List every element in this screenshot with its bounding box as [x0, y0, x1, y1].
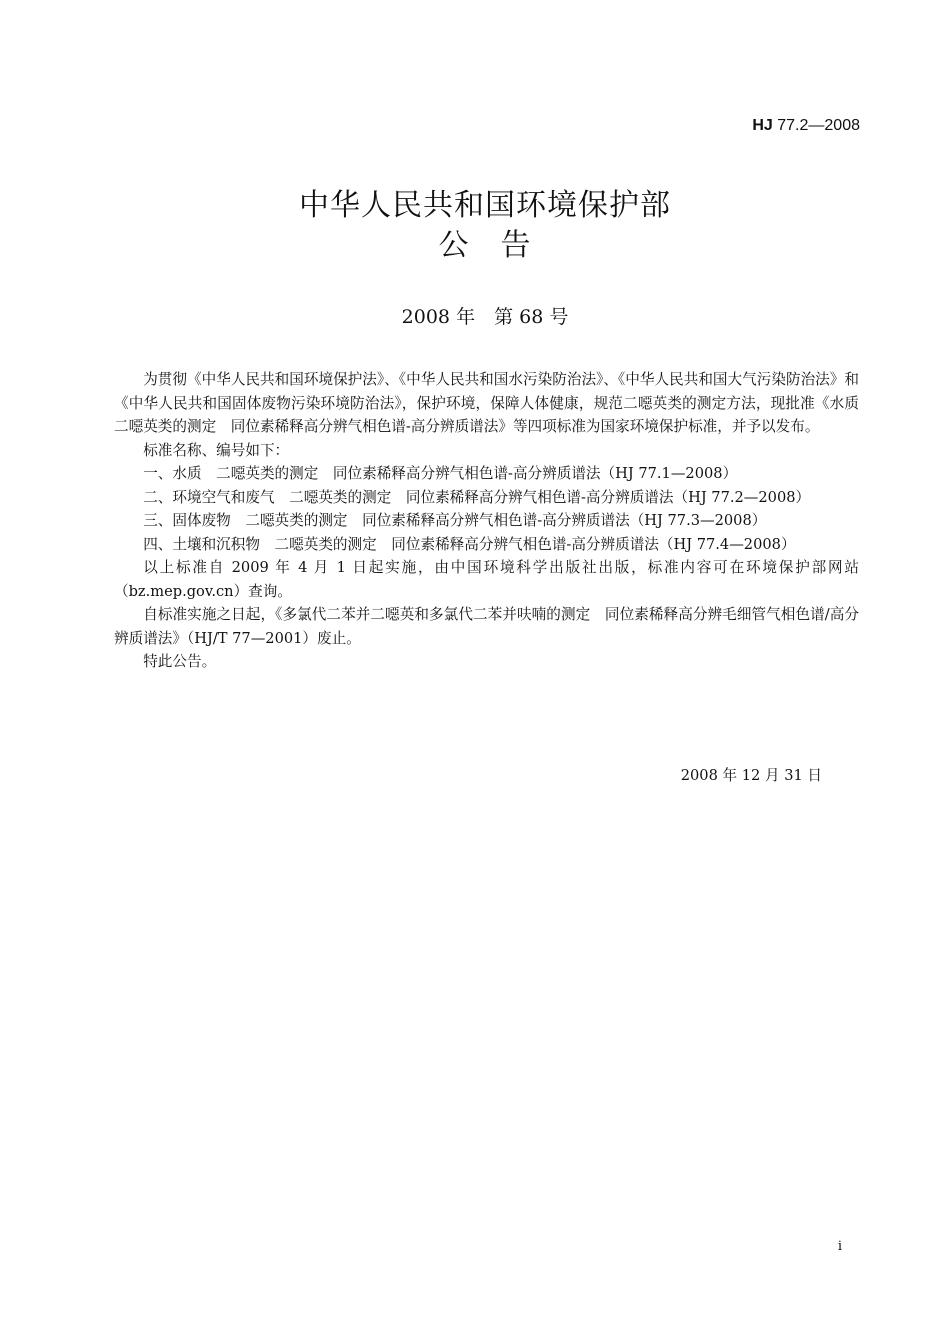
standard-code [752, 116, 860, 136]
paragraph-closing: 特此公告。 [143, 653, 217, 670]
paragraph-intro: 为贯彻《中华人民共和国环境保护法》、《中华人民共和国水污染防治法》、《中华人民共和国大气污染防治法》和《中华人民共和国固体废物污染环境防治法》，保护环境，保障人体健康，规范二噁英类的测定方法，现批准《水质 二噁英类的测定 同位素稀释高分辨气相色谱-高分辨质谱法》等四项标准为国家环境保护标准，并予以发布。 [114, 371, 874, 435]
notice-body [114, 368, 874, 674]
page-number: i [837, 1239, 842, 1254]
notice-date: 2008 年 12 月 31 日 [680, 767, 822, 784]
issue-number: 2008 年 第 68 号 [401, 306, 569, 328]
paragraph-item-1: 一、水质 二噁英类的测定 同位素稀释高分辨气相色谱-高分辨质谱法（HJ 77.1—2008） [143, 465, 738, 482]
organization-title: 中华人民共和国环境保护部 [299, 188, 671, 223]
paragraph-item-2: 二、环境空气和废气 二噁英类的测定 同位素稀释高分辨气相色谱-高分辨质谱法（HJ 77.2—2008） [143, 488, 811, 506]
title-block [0, 186, 950, 266]
paragraph-item-3: 三、固体废物 二噁英类的测定 同位素稀释高分辨气相色谱-高分辨质谱法（HJ 77.3—2008） [143, 512, 767, 529]
paragraph-effective-date: 以上标准自 2009 年 4 月 1 日起实施，由中国环境科学出版社出版，标准内容可在环境保护部网站（bz.mep.gov.cn）查询。 [114, 559, 859, 600]
notice-title: 公 告 [438, 228, 532, 263]
paragraph-list-heading: 标准名称、编号如下： [143, 441, 290, 459]
standard-code-number: 77.2—2008 [772, 117, 860, 134]
standard-code-prefix: HJ [752, 117, 773, 134]
paragraph-item-4: 四、土壤和沉积物 二噁英类的测定 同位素稀释高分辨气相色谱-高分辨质谱法（HJ 77.4—2008） [143, 535, 796, 553]
paragraph-repeal: 自标准实施之日起，《多氯代二苯并二噁英和多氯代二苯并呋喃的测定 同位素稀释高分辨毛细管气相色谱/高分辨质谱法》（HJ/T 77—2001）废止。 [114, 606, 859, 647]
